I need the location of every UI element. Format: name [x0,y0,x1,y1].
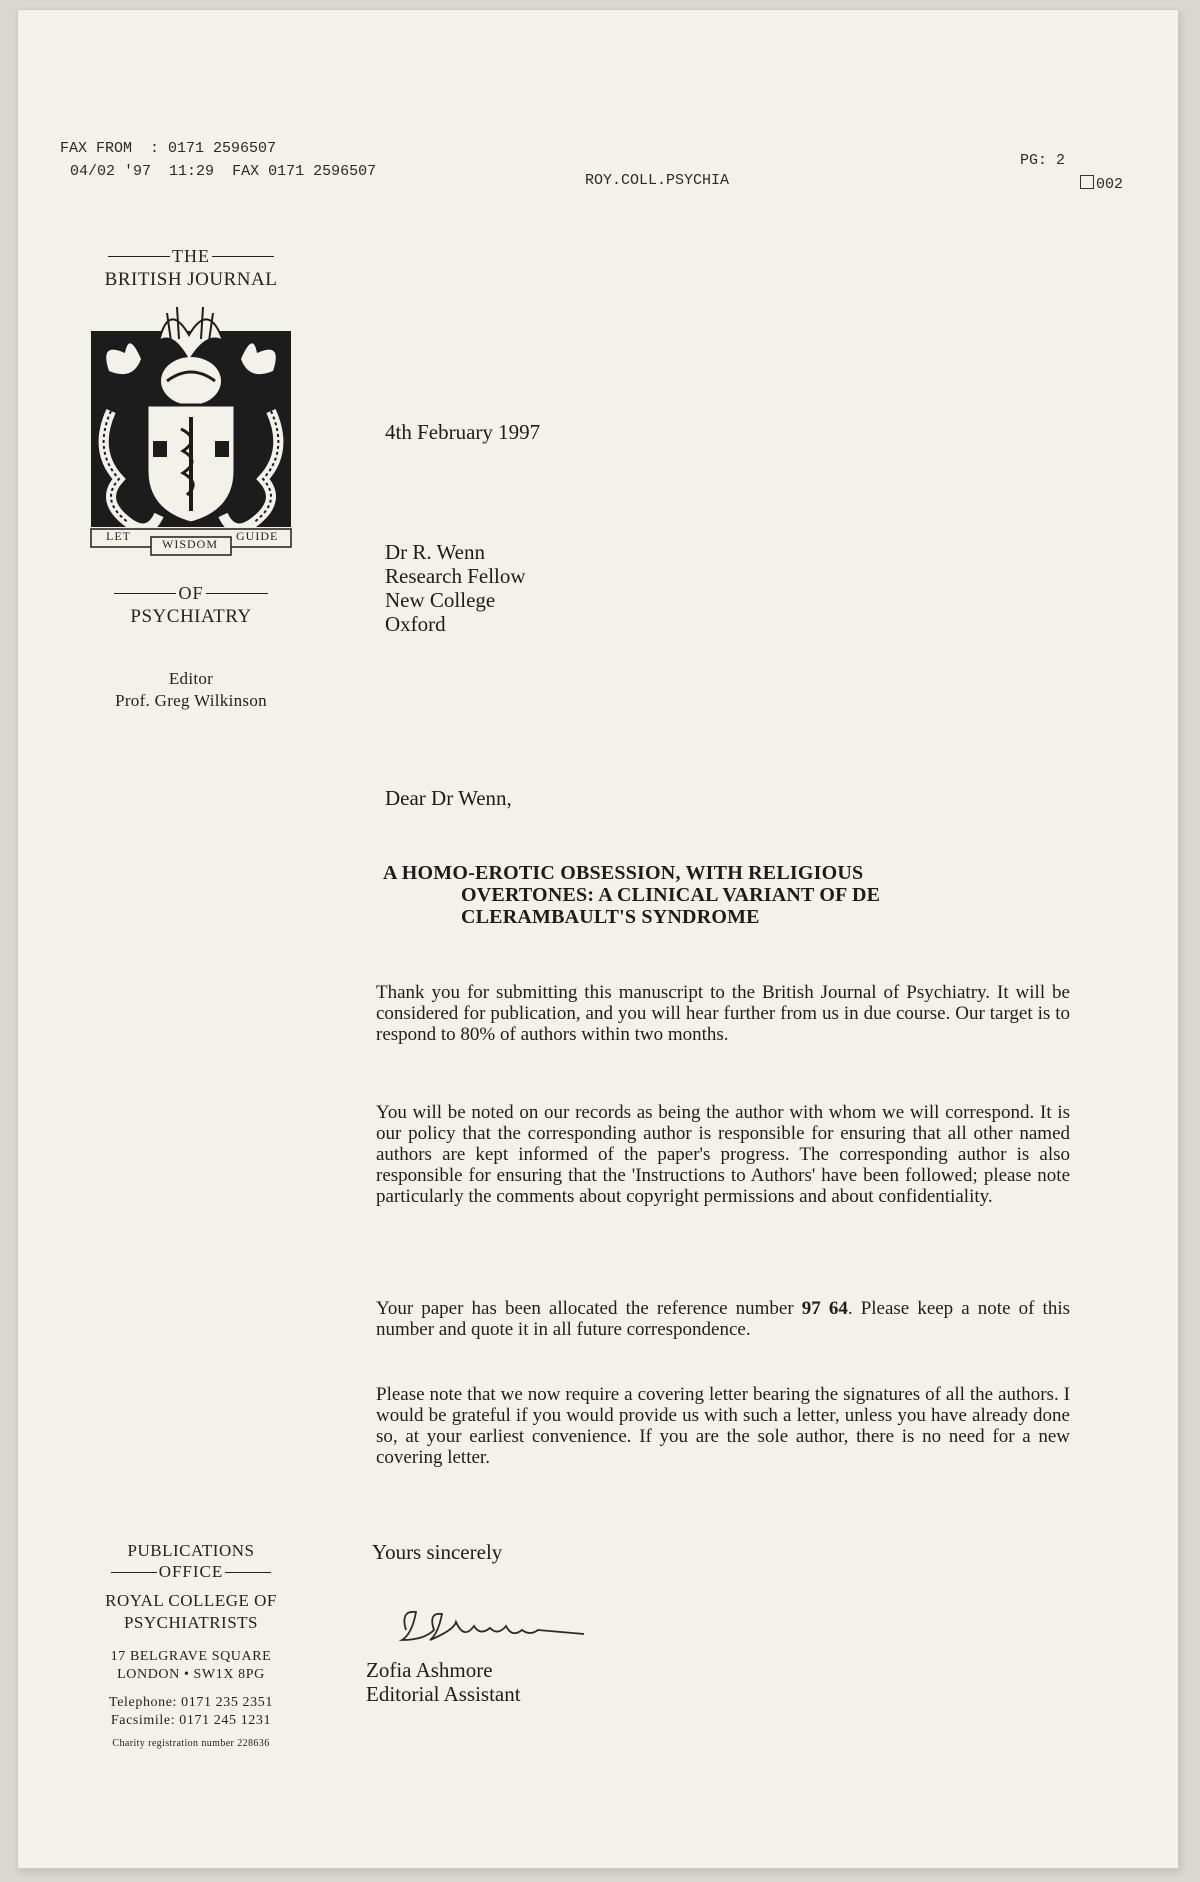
paragraph-1: Thank you for submitting this manuscript to the British Journal of Psychiatry. It will be considered for publication, and you will hear further from us in due course. Our target is to respond to 80% of authors within two months. [376,982,1070,1045]
masthead-the-text: THE [172,246,210,266]
masthead-of [76,583,306,604]
fax-date: 04/02 '97 [70,163,152,180]
masthead-of-rule-left [114,593,176,594]
title-line: A HOMO-EROTIC OBSESSION, WITH RELIGIOUS [383,862,864,884]
motto-center: WISDOM [162,537,218,551]
editor-role: Editor [168,669,214,688]
recipient-address [385,540,526,636]
fax-time: 11:29 [169,163,215,180]
pub-org-line1: ROYAL COLLEGE OF [105,1591,277,1610]
pub-heading: PUBLICATIONS [127,1541,255,1560]
paragraph-2: You will be noted on our records as being the author with whom we will correspond. It is our policy that the corresponding author is responsible for ensuring that all other named authors are kept informed of the paper's progress. The corresponding author is also responsible for ensuring that the 'Instructions to Authors' have been followed; please note particularly the comments about copyright permissions and about confidentiality. [376,1102,1070,1207]
fax-sheet-icon [1080,175,1094,189]
paragraph-3-text: Your paper has been allocated the reference number [376,1298,802,1319]
pub-rule-left [111,1572,157,1573]
pub-address-line2: LONDON • SW1X 8PG [117,1667,265,1682]
masthead-of-rule-right [206,593,268,594]
paragraph-3-text-end: . Please keep a note of this number and quote it in all future correspondence. [376,1298,1070,1340]
pub-address-line1: 17 BELGRAVE SQUARE [110,1649,272,1664]
recipient-line: Research Fellow [385,564,526,588]
pub-charity: Charity registration number 228636 [112,1738,270,1749]
pub-office [76,1562,306,1582]
handwritten-signature [394,1600,594,1650]
pub-org-line2: PSYCHIATRISTS [123,1613,259,1632]
masthead-of-text: OF [178,583,204,603]
pub-rule-right [225,1572,271,1573]
paragraph-4: Please note that we now require a covering letter bearing the signatures of all the authors. I would be grateful if you would provide us with such a letter, unless you have already done so, at your earliest convenience. If you are the sole author, there is no need for a new covering letter. [376,1384,1070,1468]
masthead-the [76,246,306,267]
recipient-line: Dr R. Wenn [385,540,485,564]
fax-page-label: PG: [1020,152,1048,169]
letter-page [18,10,1178,1868]
title-line: CLERAMBAULT'S SYNDROME [461,906,760,928]
fax-from-number: : 0171 2596507 [150,140,277,157]
pub-office-text: OFFICE [158,1562,224,1581]
manuscript-title [383,862,983,928]
closing: Yours sincerely [372,1540,503,1564]
reference-number: 97 64 [801,1298,848,1319]
coat-of-arms-icon [89,301,293,559]
motto-right: GUIDE [236,529,279,543]
recipient-line: Oxford [385,612,446,636]
letter-date: 4th February 1997 [385,420,541,444]
fax-sheet-line [1080,175,1123,193]
masthead-rule-right [212,256,274,257]
title-line: OVERTONES: A CLINICAL VARIANT OF DE [461,884,881,906]
journal-masthead [76,246,306,712]
signer-title: Editorial Assistant [366,1682,521,1706]
salutation: Dear Dr Wenn, [385,786,512,810]
fax-from-line [60,140,276,157]
pub-telephone: Telephone: 0171 235 2351 [109,1695,273,1710]
recipient-line: New College [385,588,496,612]
fax-page-line [1020,152,1065,169]
fax-sheet-number: 002 [1096,176,1124,193]
publications-office [76,1540,306,1749]
fax-number: FAX 0171 2596507 [232,163,377,180]
fax-sender: ROY.COLL.PSYCHIA [585,172,730,189]
editor-name: Prof. Greg Wilkinson [115,691,267,710]
fax-page-number: 2 [1056,152,1066,169]
masthead-subject: PSYCHIATRY [130,606,252,627]
masthead-rule-left [108,256,170,257]
paragraph-3 [376,1298,1070,1340]
pub-facsimile: Facsimile: 0171 245 1231 [110,1713,272,1728]
signer-name: Zofia Ashmore [366,1658,493,1682]
fax-from-label: FAX FROM [60,140,133,157]
motto-left: LET [106,529,131,543]
masthead-title: BRITISH JOURNAL [104,269,278,290]
fax-timestamp-line [70,163,376,180]
